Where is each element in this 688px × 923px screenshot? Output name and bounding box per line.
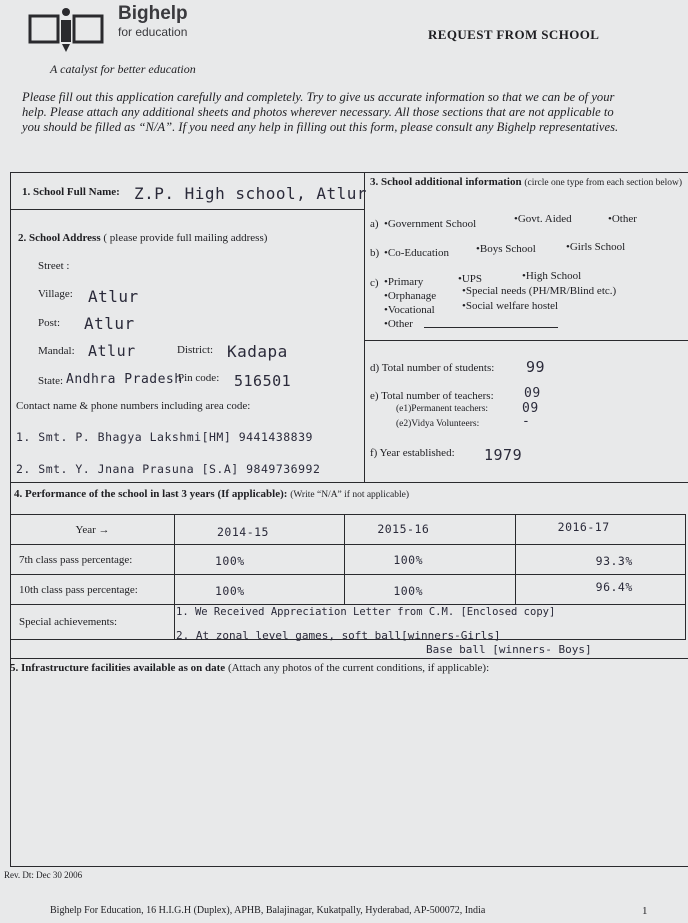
mandal-label: Mandal: (38, 345, 75, 357)
brand-subtitle: for education (118, 25, 188, 39)
school-name-label: 1. School Full Name: (22, 186, 120, 198)
percentage-cell (515, 575, 685, 605)
village-label: Village: (38, 288, 73, 300)
contact-label: Contact name & phone numbers including area code: (16, 400, 251, 412)
option-govt-aided[interactable]: •Govt. Aided (514, 213, 572, 225)
year-established-value: 1979 (484, 446, 523, 464)
contact-2: 2. Smt. Y. Jnana Prasuna [S.A] 9849736992 (16, 462, 321, 476)
option-label: Co-Education (387, 247, 449, 259)
option-row-a (370, 218, 379, 230)
year-header: Year → (75, 523, 110, 536)
section1-title-underline (10, 209, 364, 210)
option-label: Other (611, 213, 637, 225)
section3-title: 3. School additional information (370, 176, 522, 188)
pin-code-value: 516501 (234, 372, 292, 390)
frame-bottom (10, 866, 688, 867)
section5-title: 5. Infrastructure facilities available as on date (10, 662, 226, 674)
section4-note: (Write “N/A” if not applicable) (290, 490, 410, 500)
achievements-label: Special achievements: (19, 616, 118, 628)
option-primary[interactable]: •Primary (384, 276, 424, 288)
school-address-note: ( please provide full mailing address) (103, 232, 268, 244)
option-label: High School (525, 270, 582, 282)
percentage-cell (345, 575, 515, 605)
row10-label: 10th class pass percentage: (19, 583, 138, 596)
section5-note: (Attach any photos of the current conditions, if applicable): (227, 662, 490, 674)
school-address-label: 2. School Address (18, 232, 101, 244)
option-orphanage[interactable]: •Orphanage (384, 290, 437, 302)
section3-note: (circle one type from each section below) (524, 178, 683, 188)
section4-heading (14, 488, 409, 500)
option-label: Other (387, 318, 413, 330)
row7-label: 7th class pass percentage: (19, 553, 133, 566)
percentage-value: 96.4% (595, 580, 633, 594)
section4-top-divider (10, 482, 688, 483)
page-number: 1 (642, 905, 648, 917)
permanent-teachers-label: (e1)Permanent teachers: (396, 404, 489, 414)
option-vocational[interactable]: •Vocational (384, 304, 435, 316)
table-row (11, 545, 686, 575)
section3-mid-divider (364, 340, 688, 341)
form-title: REQUEST FROM SCHOOL (428, 27, 600, 42)
option-girls-school[interactable]: •Girls School (566, 241, 626, 253)
year-value: 2015-16 (377, 522, 430, 536)
school-address-heading (18, 232, 267, 244)
option-co-education[interactable]: •Co-Education (384, 247, 449, 259)
option-other-category[interactable]: •Other (384, 318, 413, 330)
street-label: Street : (38, 260, 70, 272)
option-label: Boys School (479, 243, 536, 255)
year-established-label: f) Year established: (370, 447, 455, 459)
percentage-value: 100% (393, 584, 424, 598)
percentage-cell (345, 545, 515, 575)
section3-heading (370, 175, 686, 190)
percentage-value: 100% (393, 553, 424, 567)
performance-table (10, 514, 686, 640)
row-c-prefix: c) (370, 277, 379, 289)
intro-paragraph: Please fill out this application carefully and completely. Try to give us accurate information so that we can be of your help. Please attach any additional sheets and photos wherever necessary. All those sections that are not applicable to you should be filled as “N/A”. If you need any help in filling out this form, please consult any Bighelp representatives. (22, 90, 619, 134)
pin-code-label: Pin code: (178, 372, 220, 384)
footer-address: Bighelp For Education, 16 H.I.G.H (Duplex), APHB, Balajinagar, Kukatpally, Hyderabad, AP-500072, India (50, 905, 486, 916)
school-name-value: Z.P. High school, Atlur (134, 184, 368, 203)
option-label: Orphanage (387, 290, 437, 302)
revision-date: Rev. Dt: Dec 30 2006 (4, 870, 83, 880)
achievement-1: 1. We Received Appreciation Letter from C.M. [Enclosed copy] (176, 606, 556, 618)
contact-1: 1. Smt. P. Bhagya Lakshmi[HM] 9441438839 (16, 430, 313, 444)
tagline: A catalyst for better education (50, 62, 196, 76)
state-label: State: (38, 375, 64, 387)
option-label: Vocational (387, 304, 435, 316)
year-cell (175, 515, 345, 545)
option-label: Government School (387, 218, 477, 230)
achievements-label-cell (11, 605, 175, 640)
percentage-value: 93.3% (595, 554, 633, 568)
column-divider (364, 172, 365, 482)
frame-top (10, 172, 688, 173)
percentage-cell (175, 545, 345, 575)
section4-title: 4. Performance of the school in last 3 years (If applicable): (14, 488, 288, 500)
option-government-school[interactable]: •Government School (384, 218, 477, 230)
teachers-label: e) Total number of teachers: (370, 390, 494, 402)
option-ups[interactable]: •UPS (458, 273, 483, 285)
other-category-blank (424, 327, 558, 328)
district-value: Kadapa (227, 342, 288, 361)
percentage-cell (175, 575, 345, 605)
bighelp-logo (28, 6, 108, 52)
option-row-c (370, 277, 379, 289)
option-label: UPS (461, 273, 483, 285)
mandal-value: Atlur (88, 342, 136, 360)
option-label: Primary (387, 276, 424, 288)
option-row-b (370, 247, 379, 259)
section5-heading (10, 662, 489, 674)
row-a-prefix: a) (370, 218, 379, 230)
option-boys-school[interactable]: •Boys School (476, 243, 536, 255)
year-header-cell (11, 515, 175, 545)
option-label: Govt. Aided (517, 213, 572, 225)
year-value: 2016-17 (557, 520, 610, 534)
row7-label-cell (11, 545, 175, 575)
students-label: d) Total number of students: (370, 362, 495, 374)
year-cell (345, 515, 515, 545)
option-special-needs[interactable]: •Special needs (PH/MR/Blind etc.) (462, 285, 617, 297)
option-label: Special needs (PH/MR/Blind etc.) (465, 285, 617, 297)
table-row (11, 575, 686, 605)
option-label: Girls School (569, 241, 626, 253)
percentage-value: 100% (215, 554, 245, 568)
achievement-3: Base ball [winners- Boys] (426, 643, 592, 656)
year-cell (515, 515, 685, 545)
post-label: Post: (38, 317, 61, 329)
table-row (11, 515, 686, 545)
teachers-value: 09 (524, 386, 541, 401)
vidya-volunteers-label: (e2)Vidya Volunteers: (396, 419, 480, 429)
percentage-cell (515, 545, 685, 575)
brand-name: Bighelp (118, 3, 188, 24)
students-value: 99 (526, 358, 546, 376)
village-value: Atlur (88, 287, 139, 306)
option-other-type[interactable]: •Other (608, 213, 637, 225)
row-b-prefix: b) (370, 247, 380, 259)
option-high-school[interactable]: •High School (522, 270, 582, 282)
district-label: District: (177, 344, 214, 356)
row10-label-cell (11, 575, 175, 605)
vidya-volunteers-value: - (522, 414, 531, 429)
option-label: Social welfare hostel (465, 300, 559, 312)
option-social-welfare-hostel[interactable]: •Social welfare hostel (462, 300, 559, 312)
state-value: Andhra Pradesh (66, 372, 183, 387)
achievement-2: 2. At zonal level games, soft ball[winners-Girls] (176, 629, 501, 642)
post-value: Atlur (84, 314, 135, 333)
percentage-value: 100% (215, 584, 245, 598)
year-value: 2014-15 (217, 525, 269, 539)
section5-top-divider (10, 658, 688, 659)
permanent-teachers-value: 09 (522, 401, 539, 416)
